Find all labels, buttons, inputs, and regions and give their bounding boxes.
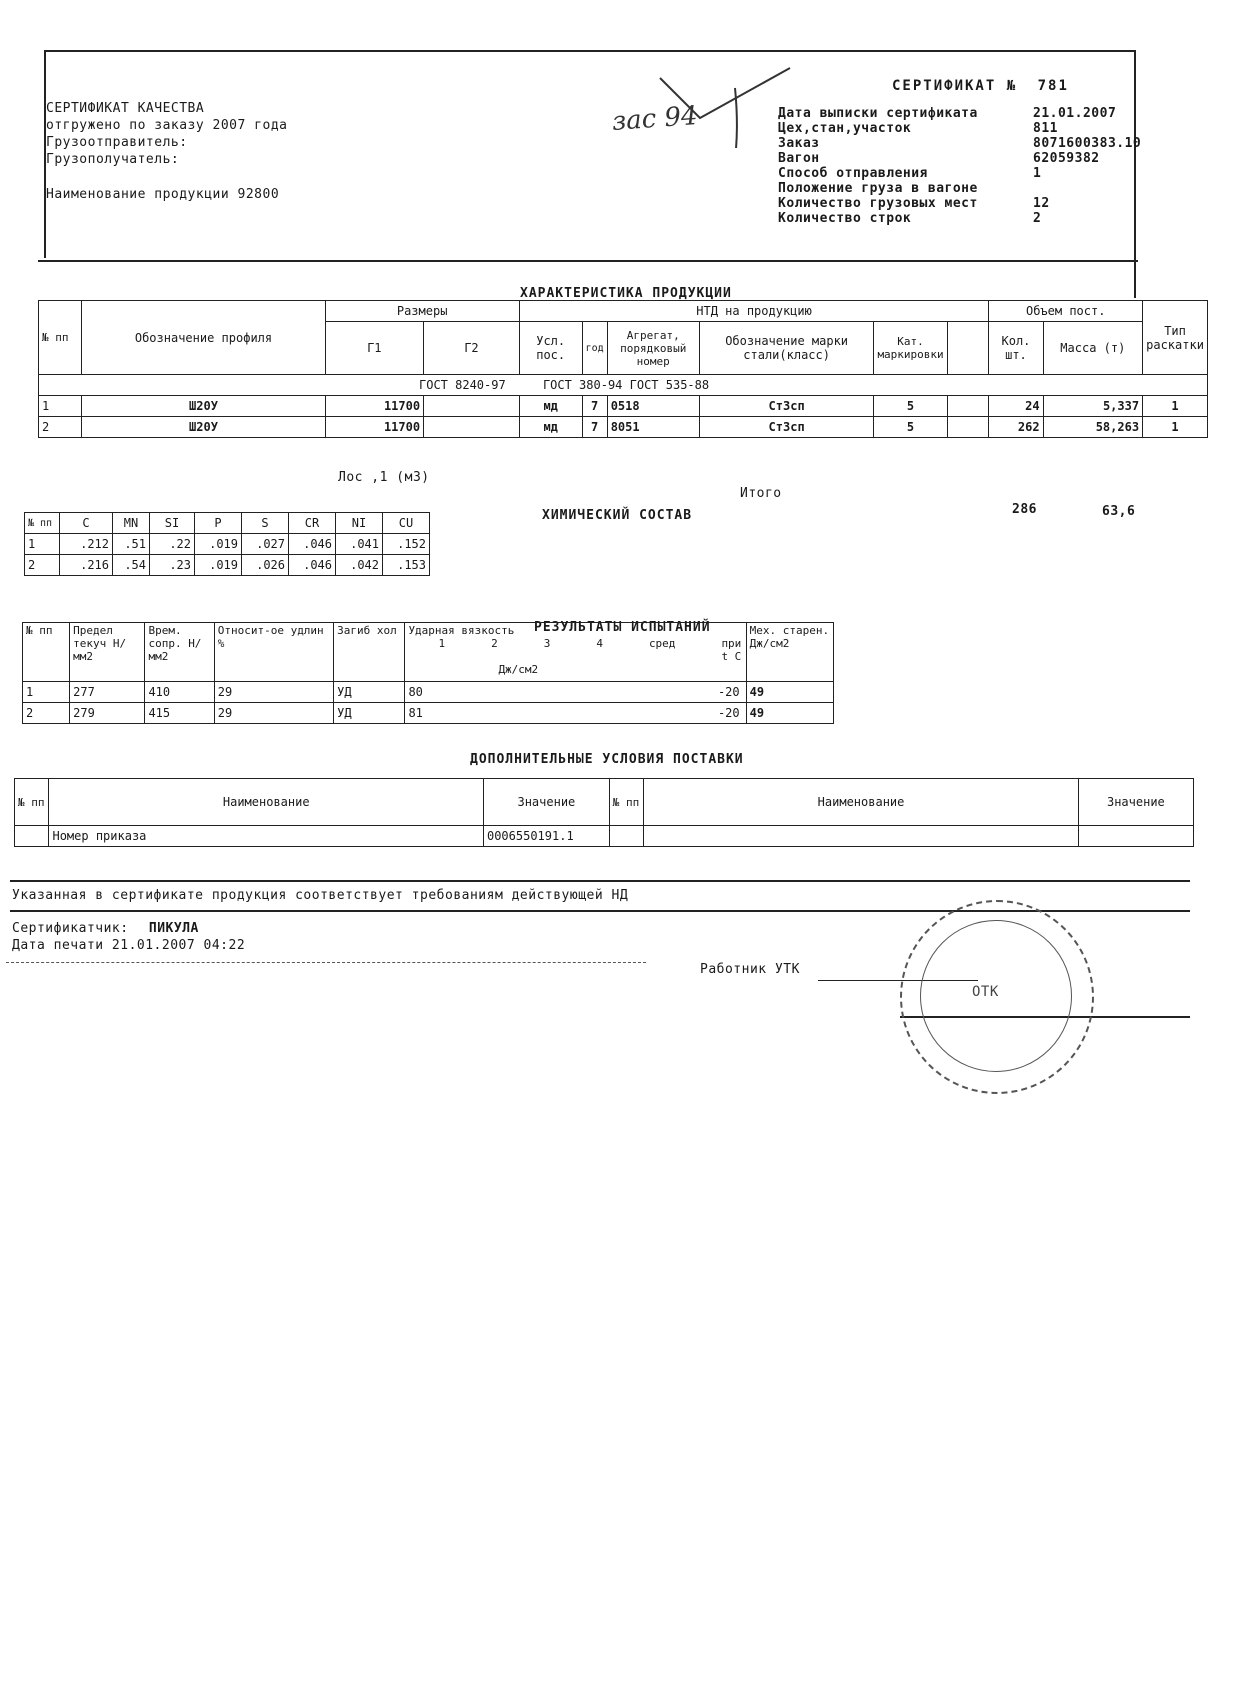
total-mass: 63,6 [1102, 504, 1136, 519]
total-label: Итого [740, 486, 782, 501]
add-cell-name-right [644, 826, 1079, 847]
tests-header-row [23, 623, 834, 682]
tests-cell-ageing: 49 [746, 703, 833, 724]
chem-cell: 1 [25, 534, 60, 555]
total-qty: 286 [1012, 502, 1037, 517]
volume-footnote: Лос ,1 (м3) [338, 470, 430, 485]
header-bottom-border [38, 260, 1138, 262]
char-cell-usl: мд [519, 396, 582, 417]
tests-cell-tensile: 410 [145, 682, 214, 703]
impact-col-1: 1 [438, 637, 446, 650]
tests-h-ageing: Мех. старен. Дж/см2 [746, 623, 833, 682]
chem-cell: .153 [383, 555, 430, 576]
char-cell-usl: мд [519, 417, 582, 438]
char-cell-g1: 11700 [325, 396, 424, 417]
chem-cell: .042 [336, 555, 383, 576]
impact-temp-value: -20 [717, 706, 740, 720]
field-label: Положение груза в вагоне [778, 181, 978, 196]
char-h-g1: Г1 [325, 322, 424, 375]
impact-col-4: 4 [596, 637, 603, 650]
doc-title: СЕРТИФИКАТ КАЧЕСТВА [46, 101, 205, 116]
table-row [39, 396, 1208, 417]
char-cell-empty [947, 396, 989, 417]
char-cell-g2 [424, 417, 520, 438]
field-label: Количество грузовых мест [778, 196, 978, 211]
handwritten-note: зас 94 [611, 101, 699, 137]
tests-cell-yield: 277 [70, 682, 145, 703]
chem-h-c: C [60, 513, 113, 534]
add-h-name-left: Наименование [49, 779, 484, 826]
additional-table [14, 778, 1194, 847]
impact-value: 81 [408, 706, 423, 720]
table-row [39, 417, 1208, 438]
header-fields [778, 106, 1141, 226]
char-h-g2: Г2 [424, 322, 520, 375]
add-h-name-right: Наименование [644, 779, 1079, 826]
char-cell-profile: Ш20У [82, 396, 325, 417]
tests-h-impact: Ударная вязкость [408, 624, 515, 637]
chem-cell: .019 [195, 534, 242, 555]
tests-cell-ageing: 49 [746, 682, 833, 703]
worker-label: Работник УТК [700, 962, 800, 977]
product-name-label: Наименование продукции [46, 187, 230, 202]
add-cell-num [15, 826, 49, 847]
char-gost-cell [39, 375, 1208, 396]
chem-header-row [25, 513, 430, 534]
compliance-text: Указанная в сертификате продукция соответствует требованиям действующей НД [12, 888, 629, 903]
chem-h-si: SI [150, 513, 195, 534]
tests-cell-impact [405, 682, 746, 703]
char-h-profile: Обозначение профиля [82, 301, 325, 375]
chem-cell: .23 [150, 555, 195, 576]
char-h-steel: Обозначение марки стали(класс) [699, 322, 874, 375]
field-label: Цех,стан,участок [778, 121, 912, 136]
tests-cell-num: 2 [23, 703, 70, 724]
char-cell-agg: 0518 [607, 396, 699, 417]
chem-h-ni: NI [336, 513, 383, 534]
chem-h-cu: CU [383, 513, 430, 534]
tests-cell-elong: 29 [214, 682, 333, 703]
char-cell-steel: Ст3сп [699, 417, 874, 438]
print-date: Дата печати 21.01.2007 04:22 [12, 938, 246, 953]
impact-temp: при t C [721, 637, 742, 663]
char-cell-g1: 11700 [325, 417, 424, 438]
chem-cell: .54 [113, 555, 150, 576]
handwritten-check-mark [640, 58, 800, 148]
chem-cell: .212 [60, 534, 113, 555]
otk-stamp [900, 900, 1094, 1094]
gost-2: ГОСТ 380-94 ГОСТ 535-88 [542, 378, 710, 392]
shipped-line: отгружено по заказу 2007 года [46, 118, 288, 133]
char-header-row [39, 301, 1208, 322]
check-stroke [660, 68, 790, 118]
char-cell-cat: 5 [874, 396, 947, 417]
header-field-row [778, 196, 1141, 211]
table-row [25, 534, 430, 555]
chem-cell: .51 [113, 534, 150, 555]
chem-h-mn: MN [113, 513, 150, 534]
field-value [1033, 181, 1141, 196]
char-h-god: год [582, 322, 607, 375]
char-h-ntd: НТД на продукцию [519, 301, 989, 322]
chem-cell: .019 [195, 555, 242, 576]
field-value: 2 [1033, 211, 1042, 226]
consignor-label: Грузоотправитель: [46, 135, 188, 150]
chem-cell: .152 [383, 534, 430, 555]
add-h-value-left: Значение [483, 779, 609, 826]
certifier-line [12, 920, 245, 937]
char-h-volume: Объем пост. [989, 301, 1143, 322]
footer-top-border [10, 880, 1190, 882]
field-label: Вагон [778, 151, 820, 166]
header-top-border [44, 50, 1134, 52]
char-h-sizes: Размеры [325, 301, 519, 322]
chem-h-s: S [242, 513, 289, 534]
field-value: 12 [1033, 196, 1050, 211]
chem-h-p: P [195, 513, 242, 534]
tests-title: РЕЗУЛЬТАТЫ ИСПЫТАНИЙ [534, 620, 711, 635]
tests-h-impact-group [405, 623, 746, 682]
field-label: Способ отправления [778, 166, 928, 181]
header-field-row [778, 181, 1141, 196]
tests-h-yield: Предел текуч Н/мм2 [70, 623, 145, 682]
chem-cell: .026 [242, 555, 289, 576]
tests-h-impact-cols [408, 637, 742, 663]
bracket-stroke [732, 88, 737, 148]
table-row [15, 826, 1194, 847]
add-h-value-right: Значение [1078, 779, 1193, 826]
tests-cell-num: 1 [23, 682, 70, 703]
table-row [25, 555, 430, 576]
char-h-mass: Масса (т) [1043, 322, 1143, 375]
char-cell-mass: 58,263 [1043, 417, 1143, 438]
chem-cell: .027 [242, 534, 289, 555]
add-cell-value: 0006550191.1 [483, 826, 609, 847]
add-h-num-left: № пп [15, 779, 49, 826]
chem-cell: .216 [60, 555, 113, 576]
impact-col-3: 3 [543, 637, 551, 650]
table-row [23, 703, 834, 724]
char-cell-qty: 24 [989, 396, 1043, 417]
field-value: 811 [1033, 121, 1058, 136]
characteristics-title: ХАРАКТЕРИСТИКА ПРОДУКЦИИ [520, 286, 732, 301]
add-cell-name: Номер приказа [49, 826, 484, 847]
chem-cell: .046 [289, 534, 336, 555]
char-cell-num: 1 [39, 396, 82, 417]
chem-cell: 2 [25, 555, 60, 576]
char-gost-row [39, 375, 1208, 396]
tests-cell-tensile: 415 [145, 703, 214, 724]
cert-heading [892, 78, 1069, 94]
header-field-row [778, 151, 1141, 166]
impact-col-2: 2 [491, 637, 498, 650]
char-cell-cat: 5 [874, 417, 947, 438]
char-cell-mass: 5,337 [1043, 396, 1143, 417]
char-cell-type: 1 [1143, 396, 1208, 417]
footer-left-dashed-line [6, 962, 646, 963]
header-left-block [46, 100, 287, 203]
chem-cell: .22 [150, 534, 195, 555]
characteristics-table [38, 300, 1208, 438]
field-label: Дата выписки сертификата [778, 106, 978, 121]
tests-h-elong: Относит-ое удлин % [214, 623, 333, 682]
char-h-num: № пп [39, 301, 82, 375]
impact-avg: сред [648, 637, 676, 650]
certifier-label: Сертификатчик: [12, 921, 129, 936]
tests-h-impact-unit: Дж/см2 [498, 663, 539, 676]
impact-value: 80 [408, 685, 423, 699]
char-h-type: Тип раскатки [1143, 301, 1208, 375]
char-h-qty: Кол. шт. [989, 322, 1043, 375]
header-field-row [778, 136, 1141, 151]
tests-h-bend: Загиб хол [334, 623, 405, 682]
char-cell-year: 7 [582, 396, 607, 417]
chemistry-title: ХИМИЧЕСКИЙ СОСТАВ [542, 508, 693, 523]
char-cell-qty: 262 [989, 417, 1043, 438]
gost-1: ГОСТ 8240-97 [419, 378, 506, 392]
tests-table [22, 622, 834, 724]
tests-h-tensile: Врем. сопр. Н/мм2 [145, 623, 214, 682]
chem-h-cr: CR [289, 513, 336, 534]
certifier-block [12, 920, 245, 954]
add-h-num-right: № пп [609, 779, 643, 826]
char-cell-g2 [424, 396, 520, 417]
field-label: Заказ [778, 136, 820, 151]
certifier-name: ПИКУЛА [148, 921, 199, 936]
char-cell-agg: 8051 [607, 417, 699, 438]
additional-title: ДОПОЛНИТЕЛЬНЫЕ УСЛОВИЯ ПОСТАВКИ [470, 752, 744, 767]
tests-cell-bend: УД [334, 703, 405, 724]
add-cell-num-right [609, 826, 643, 847]
field-value: 8071600383.10 [1033, 136, 1142, 151]
chemistry-table [24, 512, 430, 576]
char-cell-profile: Ш20У [82, 417, 325, 438]
impact-temp-value: -20 [717, 685, 740, 699]
additional-header-row [15, 779, 1194, 826]
header-field-row [778, 166, 1141, 181]
tests-cell-yield: 279 [70, 703, 145, 724]
consignee-label: Грузополучатель: [46, 152, 180, 167]
tests-cell-bend: УД [334, 682, 405, 703]
field-value: 62059382 [1033, 151, 1100, 166]
char-h-usl: Усл. пос. [519, 322, 582, 375]
header-field-row [778, 106, 1141, 121]
table-row [23, 682, 834, 703]
product-name-line [46, 186, 287, 203]
add-cell-value-right [1078, 826, 1193, 847]
char-h-aggregate: Агрегат, порядковый номер [607, 322, 699, 375]
otk-stamp-text: ОТК [972, 984, 999, 1000]
tests-cell-elong: 29 [214, 703, 333, 724]
tests-cell-impact [405, 703, 746, 724]
header-field-row [778, 121, 1141, 136]
chem-cell: .046 [289, 555, 336, 576]
chem-h-num: № пп [25, 513, 60, 534]
field-label: Количество строк [778, 211, 912, 226]
field-value: 1 [1033, 166, 1042, 181]
tests-h-num: № пп [23, 623, 70, 682]
chem-cell: .041 [336, 534, 383, 555]
header-field-row [778, 211, 1141, 226]
char-cell-type: 1 [1143, 417, 1208, 438]
cert-number: 781 [1037, 78, 1069, 94]
product-name-value: 92800 [237, 187, 280, 202]
field-value: 21.01.2007 [1033, 106, 1117, 121]
char-cell-steel: Ст3сп [699, 396, 874, 417]
char-cell-num: 2 [39, 417, 82, 438]
char-h-empty [947, 322, 989, 375]
char-h-cat: Кат. маркировки [874, 322, 947, 375]
cert-label: СЕРТИФИКАТ № [892, 78, 1018, 94]
char-cell-empty [947, 417, 989, 438]
char-cell-year: 7 [582, 417, 607, 438]
